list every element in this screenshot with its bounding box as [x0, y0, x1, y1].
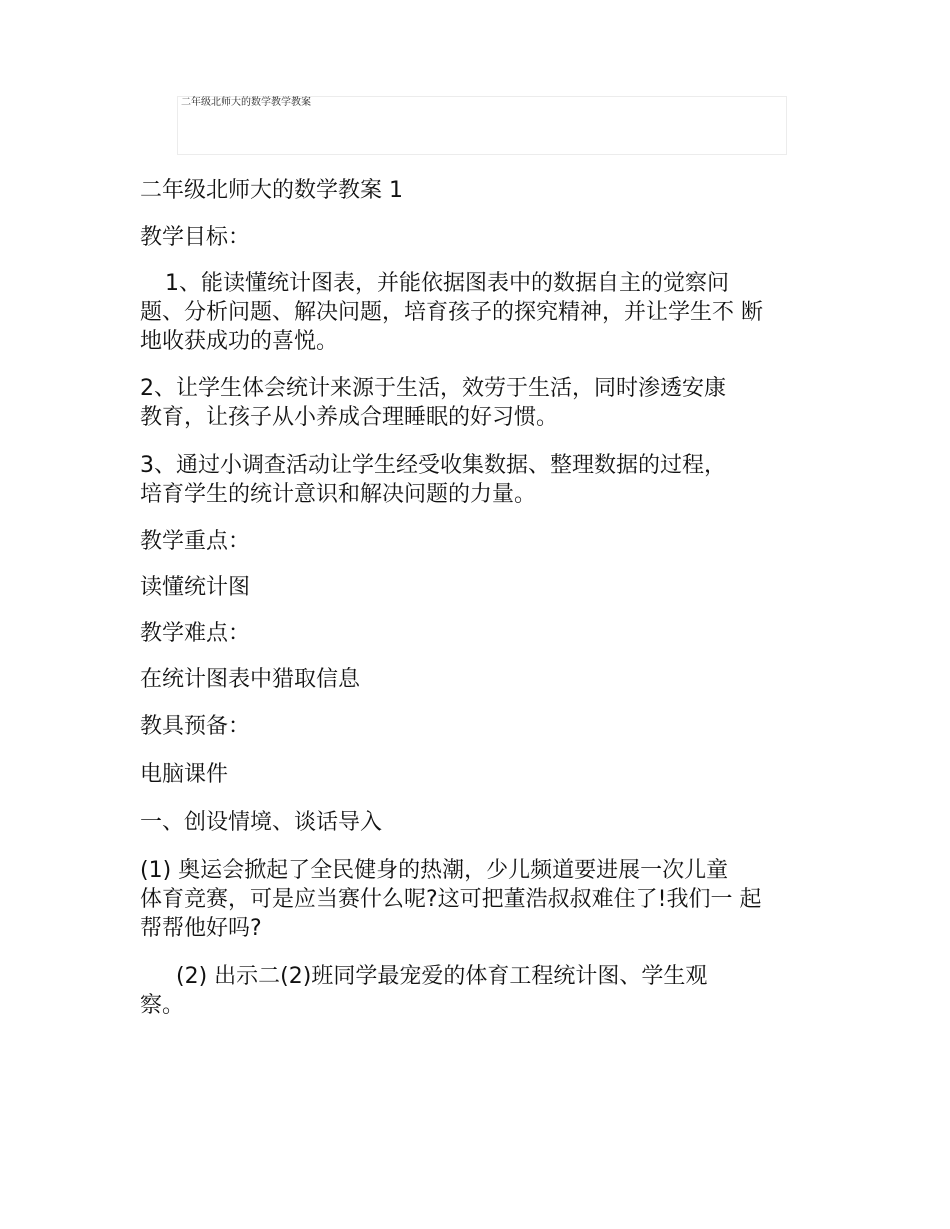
step-1-line-3: 帮帮他好吗? — [140, 916, 262, 941]
goal-1-line-1: 1、能读懂统计图表，并能依据图表中的数据自主的觉察问 — [165, 271, 729, 296]
tools-heading: 教具预备： — [140, 714, 251, 739]
step-2-line-2: 察。 — [140, 993, 185, 1018]
goals-heading: 教学目标： — [140, 225, 251, 250]
key-content: 读懂统计图 — [140, 575, 251, 600]
goal-1-line-3: 地收获成功的喜悦。 — [140, 329, 339, 354]
tools-content: 电脑课件 — [140, 762, 229, 787]
step-2-line-1: (2) 出示二(2)班同学最宠爱的体育工程统计图、学生观 — [176, 964, 708, 989]
header-text: 二年级北师大的数学教学教案 — [181, 97, 311, 108]
key-heading: 教学重点： — [140, 529, 251, 554]
goal-3-line-2: 培育学生的统计意识和解决问题的力量。 — [140, 482, 537, 507]
goal-3-line-1: 3、通过小调查活动让学生经受收集数据、整理数据的过程， — [140, 453, 726, 478]
difficulty-content: 在统计图表中猎取信息 — [140, 667, 361, 692]
goal-2-line-2: 教育，让孩子从小养成合理睡眠的好习惯。 — [140, 405, 559, 430]
goal-2-line-1: 2、让学生体会统计来源于生活，效劳于生活，同时渗透安康 — [140, 376, 726, 401]
step-1-line-1: (1) 奥运会掀起了全民健身的热潮，少儿频道要进展一次儿童 — [140, 858, 729, 883]
page-header — [177, 96, 787, 155]
goal-1-line-2: 题、分析问题、解决问题，培育孩子的探究精神，并让学生不 断 — [140, 300, 763, 325]
difficulty-heading: 教学难点： — [140, 621, 251, 646]
step-1-line-2: 体育竞赛，可是应当赛什么呢?这可把董浩叔叔难住了!我们一 起 — [140, 887, 762, 912]
section-1-heading: 一、创设情境、谈话导入 — [140, 810, 383, 835]
document-title: 二年级北师大的数学教案 1 — [140, 178, 403, 203]
